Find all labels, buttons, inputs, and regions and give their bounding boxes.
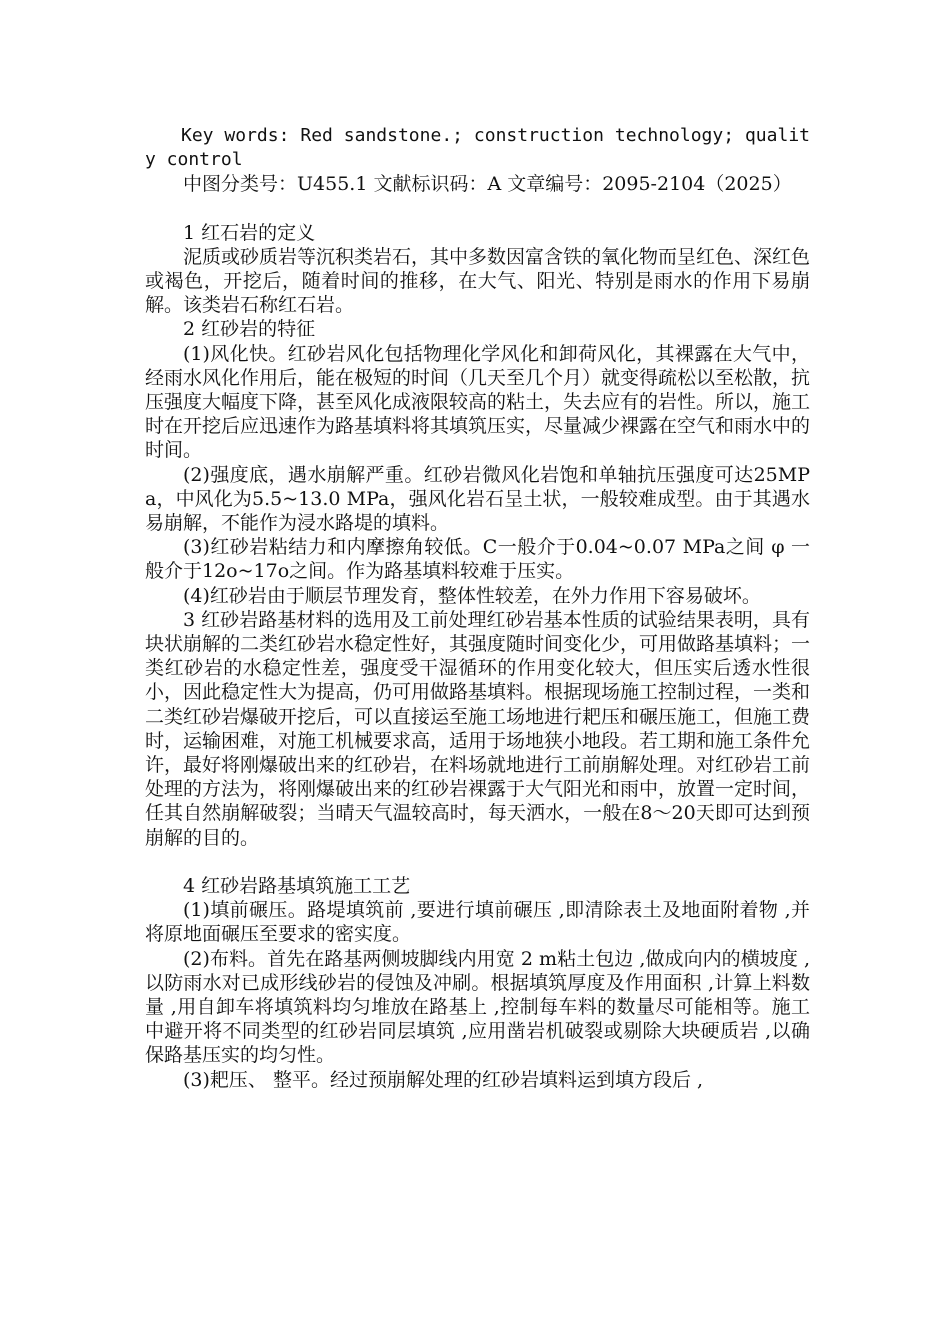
document-page <box>145 124 810 1092</box>
section-2-item-3: (3)红砂岩粘结力和内摩擦角较低。C一般介于0.04~0.07 MPa之间 φ 一般介于12o~17o之间。作为路基填料较难于压实。 <box>145 536 810 583</box>
section-4-item-2: (2)布料。首先在路基两侧坡脚线内用宽 2 m粘土包边 ,做成向内的横坡度 ,以防雨水对已成形线砂岩的侵蚀及冲刷。根据填筑厚度及作用面积 ,计算上料数量 ,用自卸车将填筑料均匀堆放在路基上 ,控制每车料的数量尽可能相等。施工中避开将不同类型的红砂岩同层填筑 ,应用凿岩机破裂或剔除大块硬质岩 ,以确保路基压实的均匀性。 <box>145 947 810 1067</box>
classification-line: 中图分类号：U455.1 文献标识码：A 文章编号：2095-2104（2025） <box>183 173 792 196</box>
section-2-item-2: (2)强度底，遇水崩解严重。红砂岩微风化岩饱和单轴抗压强度可达25MPa，中风化为5.5~13.0 MPa，强风化岩石呈土状，一般较难成型。由于其遇水易崩解，不能作为浸水路堤的填料。 <box>145 463 810 535</box>
section-3-paragraph: 3 红砂岩路基材料的选用及工前处理红砂岩基本性质的试验结果表明，具有块状崩解的二类红砂岩水稳定性好，其强度随时间变化少，可用做路基填料；一类红砂岩的水稳定性差，强度受干湿循环的作用变化较大，但压实后透水性很小，因此稳定性大为提高，仍可用做路基填料。根据现场施工控制过程，一类和二类红砂岩爆破开挖后，可以直接运至施工场地进行耙压和碾压施工，但施工费时，运输困难，对施工机械要求高，适用于场地狭小地段。若工期和施工条件允许，最好将刚爆破出来的红砂岩，在料场就地进行工前崩解处理。对红砂岩工前处理的方法为，将刚爆破出来的红砂岩裸露于大气阳光和雨中，放置一定时间，任其自然崩解破裂；当晴天气温较高时，每天洒水，一般在8～20天即可达到预崩解的目的。 <box>145 608 811 849</box>
section-4-heading: 4 红砂岩路基填筑施工工艺 <box>183 874 411 897</box>
section-1-heading: 1 红石岩的定义 <box>183 221 316 244</box>
keywords-line: Key words: Red sandstone.; construction technology; quality control <box>145 125 810 171</box>
section-4-item-3: (3)耙压、 整平。经过预崩解处理的红砂岩填料运到填方段后 , <box>183 1068 704 1091</box>
spacer <box>145 197 810 221</box>
section-1-paragraph: 泥质或砂质岩等沉积类岩石，其中多数因富含铁的氧化物而呈红色、深红色或褐色，开挖后，随着时间的推移，在大气、阳光、特别是雨水的作用下易崩解。该类岩石称红石岩。 <box>145 245 811 317</box>
section-2-item-1: (1)风化快。红砂岩风化包括物理化学风化和卸荷风化，其裸露在大气中，经雨水风化作用后，能在极短的时间（几天至几个月）就变得疏松以至松散，抗压强度大幅度下降，甚至风化成液限较高的粘土，失去应有的岩性。所以，施工时在开挖后应迅速作为路基填料将其填筑压实，尽量减少裸露在空气和雨水中的时间。 <box>145 342 811 462</box>
section-2-item-4: (4)红砂岩由于顺层节理发育，整体性较差，在外力作用下容易破坏。 <box>183 584 761 607</box>
spacer <box>145 850 810 874</box>
section-4-item-1: (1)填前碾压。路堤填筑前 ,要进行填前碾压 ,即清除表土及地面附着物 ,并将原地面碾压至要求的密实度。 <box>145 899 810 946</box>
section-2-heading: 2 红砂岩的特征 <box>183 318 316 341</box>
